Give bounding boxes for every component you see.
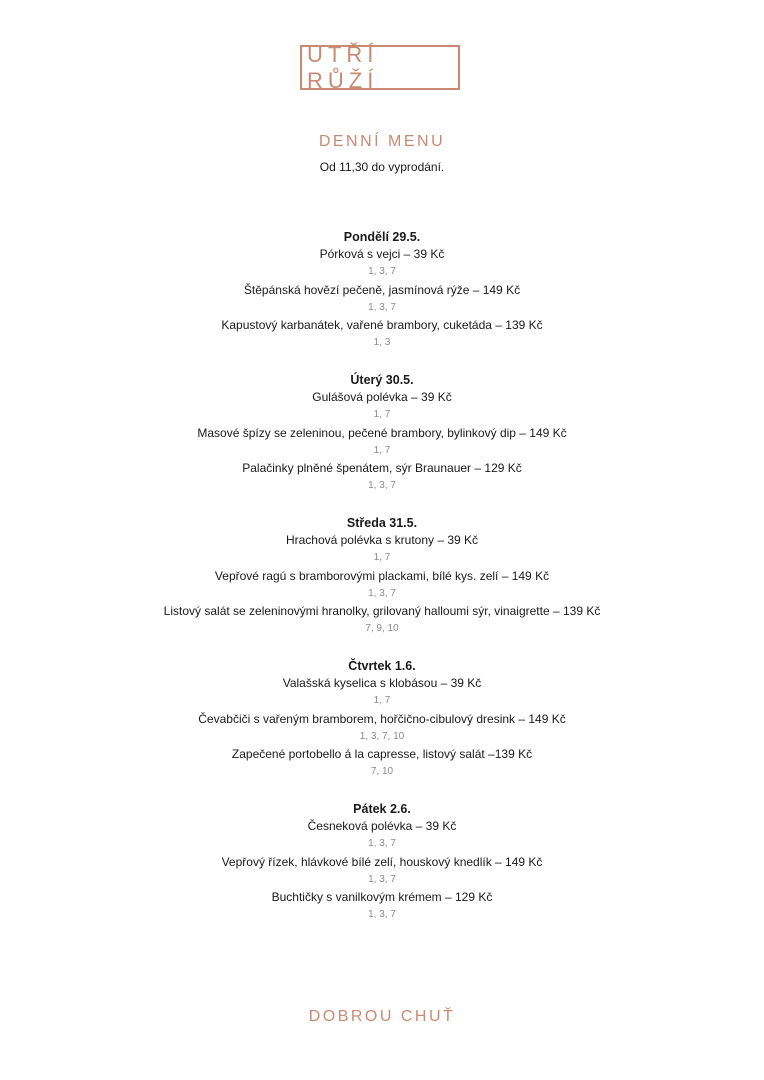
dish-allergens: 1, 3, 7	[368, 587, 396, 599]
dish-allergens: 1, 3, 7	[368, 909, 396, 920]
closing-greeting: DOBROU CHUŤ	[308, 1008, 456, 1025]
day-section-friday	[0, 800, 764, 943]
dish-allergens: 1, 3, 7	[368, 873, 396, 885]
daily-menu-list	[0, 228, 764, 943]
dish-name: Valašská kyselica s klobásou – 39 Kč	[282, 676, 482, 690]
dish-name: Zapečené portobello á la capresse, listový salát –139 Kč	[231, 747, 533, 761]
dish-name: Štěpánská hovězí pečeně, jasmínová rýže – 149 Kč	[243, 282, 521, 297]
dish-name: Čevabčiči s vařeným bramborem, hořčično-cibulový dresink – 149 Kč	[198, 711, 566, 726]
dish-allergens: 1, 3	[373, 337, 391, 348]
dish-allergens: 1, 7	[373, 409, 391, 420]
day-title: Středa 31.5.	[346, 516, 418, 530]
dish-allergens: 1, 7	[373, 552, 391, 563]
dish-allergens: 1, 3, 7, 10	[359, 730, 405, 742]
dish-name: Palačinky plněné špenátem, sýr Braunauer – 129 Kč	[242, 461, 522, 475]
dish-name: Hrachová polévka s krutony – 39 Kč	[285, 533, 479, 547]
day-section-monday	[0, 228, 764, 371]
day-title: Pondělí 29.5.	[343, 230, 421, 244]
dish-allergens: 7, 9, 10	[365, 623, 399, 634]
dish-name: Masové špízy se zeleninou, pečené brambory, bylinkový dip – 149 Kč	[197, 425, 567, 440]
dish-name: Gulášová polévka – 39 Kč	[312, 390, 452, 404]
logo: UTŘÍ RŮŽÍ	[300, 45, 460, 90]
dish-name: Listový salát se zeleninovými hranolky, grilovaný halloumi sýr, vinaigrette – 139 Kč	[163, 604, 601, 618]
day-title: Čtvrtek 1.6.	[348, 659, 416, 673]
day-section-tuesday	[0, 371, 764, 514]
dish-name: Vepřové ragú s bramborovými plackami, bílé kys. zelí – 149 Kč	[214, 568, 550, 583]
day-title: Pátek 2.6.	[353, 802, 411, 816]
dish-name: Pórková s vejci – 39 Kč	[319, 247, 445, 261]
serving-hours: Od 11,30 do vyprodání.	[319, 160, 445, 174]
dish-allergens: 1, 7	[373, 695, 391, 706]
dish-name: Buchtičky s vanilkovým krémem – 129 Kč	[271, 890, 493, 904]
dish-allergens: 1, 3, 7	[368, 480, 396, 491]
dish-name: Česneková polévka – 39 Kč	[307, 819, 457, 833]
page-title: DENNÍ MENU	[318, 133, 446, 150]
dish-allergens: 1, 3, 7	[368, 838, 396, 849]
day-section-wednesday	[0, 514, 764, 657]
dish-allergens: 1, 7	[373, 444, 391, 456]
dish-allergens: 1, 3, 7	[368, 266, 396, 277]
day-title: Úterý 30.5.	[350, 373, 414, 387]
day-section-thursday	[0, 657, 764, 800]
dish-name: Vepřový řízek, hlávkové bílé zelí, houskový knedlík – 149 Kč	[221, 854, 543, 869]
dish-allergens: 7, 10	[370, 766, 394, 777]
dish-allergens: 1, 3, 7	[368, 301, 396, 313]
dish-name: Kapustový karbanátek, vařené brambory, cuketáda – 139 Kč	[221, 318, 543, 332]
